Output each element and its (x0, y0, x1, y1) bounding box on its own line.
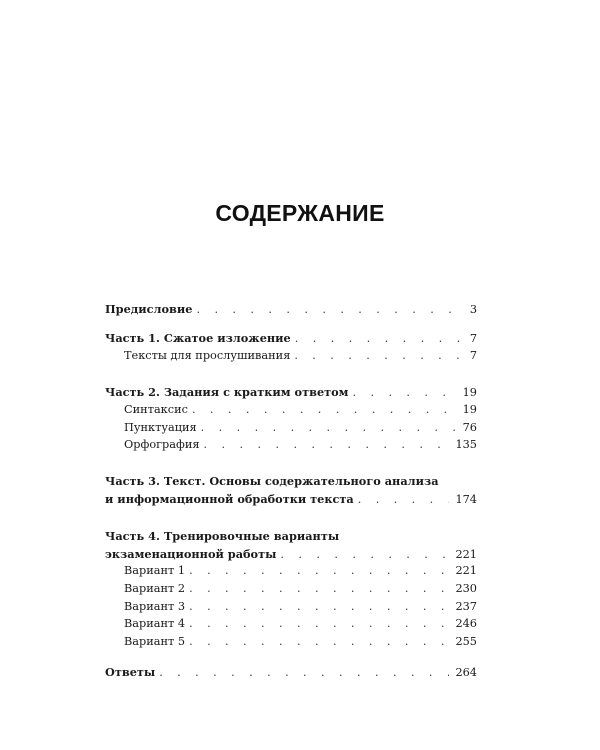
toc-entry-label: Орфография (124, 438, 200, 451)
toc-page-number: 3 (469, 303, 477, 316)
dot-leader (352, 385, 456, 401)
dot-leader (201, 420, 457, 436)
toc-page-number: 221 (455, 564, 477, 577)
toc-page-number: 230 (455, 582, 477, 595)
toc-entry-label: Вариант 3 (124, 600, 186, 613)
toc-page-number: 19 (462, 386, 477, 399)
toc-entry-label: Вариант 1 (124, 564, 186, 577)
toc-entry-listening-texts[interactable] (105, 348, 477, 364)
dot-leader (295, 331, 464, 347)
toc-entry-variant-2[interactable] (105, 581, 477, 597)
dot-leader (189, 599, 449, 615)
toc-page-number: 255 (455, 635, 477, 648)
toc-entry-variant-1[interactable] (105, 563, 477, 579)
toc-page-number: 264 (455, 666, 477, 679)
toc-entry-part-3-line-2[interactable] (105, 491, 477, 507)
toc-entry-preface[interactable] (105, 301, 477, 317)
toc-entry-label: Часть 4. Тренировочные варианты (105, 529, 340, 543)
dot-leader (189, 616, 449, 632)
toc-page-number: 7 (469, 332, 477, 345)
toc-entry-label: Тексты для прослушивания (124, 349, 291, 362)
toc-entry-label: Часть 1. Сжатое изложение (105, 331, 291, 345)
toc-page-number: 174 (455, 493, 477, 506)
dot-leader (294, 348, 463, 364)
toc-entry-syntax[interactable] (105, 402, 477, 418)
dot-leader (192, 402, 457, 418)
toc-entry-part-3-line-1[interactable] (105, 473, 477, 489)
toc-entry-label: Вариант 4 (124, 617, 186, 630)
toc-entry-part-4-line-1[interactable] (105, 528, 477, 544)
page-title: СОДЕРЖАНИЕ (215, 200, 385, 226)
dot-leader (189, 634, 449, 650)
toc-entry-answers[interactable] (105, 664, 477, 680)
toc-entry-label: Пунктуация (124, 421, 197, 434)
toc-page-number: 246 (455, 617, 477, 630)
toc-entry-label: Вариант 2 (124, 582, 186, 595)
toc-entry-part-1[interactable] (105, 330, 477, 346)
dot-leader (189, 581, 449, 597)
toc-entry-label: Часть 2. Задания с кратким ответом (105, 385, 349, 399)
toc-entry-variant-4[interactable] (105, 616, 477, 632)
toc-page-number: 76 (462, 421, 477, 434)
toc-entry-label: Вариант 5 (124, 635, 186, 648)
dot-leader (159, 665, 449, 681)
toc-entry-label: Ответы (105, 665, 156, 679)
toc-entry-label: Часть 3. Текст. Основы содержательного анализа (105, 474, 439, 488)
dot-leader (204, 437, 450, 453)
toc-entry-part-4-line-2[interactable] (105, 546, 477, 562)
toc-entry-punctuation[interactable] (105, 420, 477, 436)
toc-entry-orthography[interactable] (105, 437, 477, 453)
toc-entry-label: и информационной обработки текста (105, 492, 354, 506)
toc-page-number: 221 (455, 548, 477, 561)
dot-leader (189, 563, 449, 579)
dot-leader (358, 492, 450, 508)
toc-page-number: 135 (455, 438, 477, 451)
dot-leader (196, 302, 463, 318)
toc-page-number: 7 (469, 349, 477, 362)
toc-page-number: 19 (462, 403, 477, 416)
toc-entry-label: Предисловие (105, 302, 193, 316)
toc-entry-label: Синтаксис (124, 403, 188, 416)
toc-entry-label: экзаменационной работы (105, 547, 277, 561)
toc-entry-variant-3[interactable] (105, 599, 477, 615)
dot-leader (280, 547, 449, 563)
toc-entry-part-2[interactable] (105, 384, 477, 400)
toc-entry-variant-5[interactable] (105, 634, 477, 650)
toc-page-number: 237 (455, 600, 477, 613)
